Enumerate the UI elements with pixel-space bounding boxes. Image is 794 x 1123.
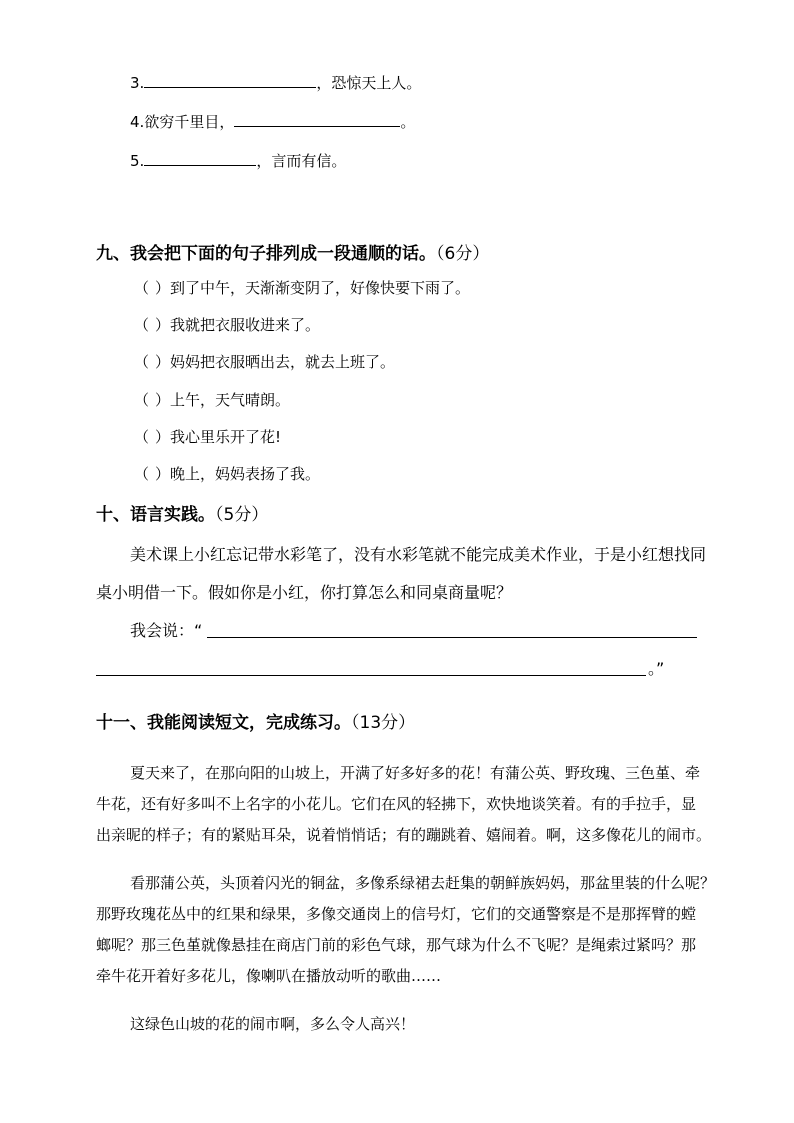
passage-line: 牵牛花开着好多花儿，像喇叭在播放动听的歌曲…… <box>96 967 442 985</box>
poem-line-text: ，恐惊天上人。 <box>316 74 422 92</box>
fill-item-4 <box>130 112 415 132</box>
order-item <box>134 352 395 372</box>
order-sentence: 晚上，妈妈表扬了我。 <box>170 465 321 483</box>
passage-line: 夏天来了，在那向阳的山坡上，开满了好多好多的花！有蒲公英、野玫瑰、三色堇、牵 <box>130 764 701 782</box>
order-item <box>134 278 470 298</box>
passage-line: 出亲昵的样子；有的紧贴耳朵，说着悄悄话；有的蹦跳着、嬉闹着。啊，这多像花儿的闹市。 <box>96 826 712 844</box>
poem-line-text: 欲穷千里目， <box>144 113 235 131</box>
order-item <box>134 390 290 410</box>
section-score: （5分） <box>215 505 269 525</box>
section-11-heading <box>96 712 415 734</box>
order-paren[interactable]: （ ） <box>134 465 171 483</box>
passage-line: 牛花，还有好多叫不上名字的小花儿。它们在风的轻拂下，欢快地谈笑着。有的手拉手，显 <box>96 795 697 813</box>
say-label: 我会说：“ <box>130 621 203 640</box>
answer-blank[interactable] <box>144 151 256 166</box>
section-10-heading <box>96 504 268 526</box>
item-number: 3. <box>130 74 145 92</box>
section-score: （6分） <box>436 244 490 264</box>
fill-item-5 <box>130 151 346 171</box>
order-item <box>134 427 281 447</box>
section-title: 十、语言实践。 <box>96 505 215 525</box>
section-score: （13分） <box>351 713 416 733</box>
passage-line: 那野玫瑰花丛中的红果和绿果，多像交通岗上的信号灯，它们的交通警察是不是那挥臂的螳 <box>96 905 697 923</box>
prompt-line-2: 桌小明借一下。假如你是小红，你打算怎么和同桌商量呢？ <box>96 583 513 602</box>
order-item <box>134 315 320 335</box>
item-number: 4. <box>130 113 145 131</box>
poem-line-text: ，言而有信。 <box>256 152 347 170</box>
item-number: 5. <box>130 152 145 170</box>
order-sentence: 我心里乐开了花! <box>170 428 282 446</box>
section-9-heading <box>96 243 489 265</box>
passage-paragraph-1 <box>96 758 712 851</box>
order-sentence: 我就把衣服收进来了。 <box>170 316 321 334</box>
order-sentence: 妈妈把衣服晒出去，就去上班了。 <box>170 353 396 371</box>
answer-blank[interactable] <box>234 112 400 127</box>
order-paren[interactable]: （ ） <box>134 353 171 371</box>
answer-line-1[interactable] <box>207 637 697 638</box>
poem-line-text: 。 <box>400 113 416 131</box>
passage-line: 螂呢？那三色堇就像悬挂在商店门前的彩色气球，那气球为什么不飞呢？是绳索过紧吗？那 <box>96 936 697 954</box>
section-title: 九、我会把下面的句子排列成一段通顺的话。 <box>96 244 436 264</box>
closing-quote: 。” <box>648 659 665 678</box>
order-paren[interactable]: （ ） <box>134 391 171 409</box>
order-paren[interactable]: （ ） <box>134 316 171 334</box>
passage-paragraph-3: 这绿色山坡的花的闹市啊，多么令人高兴！ <box>130 1015 416 1033</box>
order-sentence: 到了中午，天渐渐变阴了，好像快要下雨了。 <box>170 279 471 297</box>
order-sentence: 上午，天气晴朗。 <box>170 391 291 409</box>
order-item <box>134 464 320 484</box>
passage-paragraph-2 <box>96 868 716 992</box>
answer-blank[interactable] <box>144 73 316 88</box>
section-title: 十一、我能阅读短文，完成练习。 <box>96 713 351 733</box>
passage-line: 看那蒲公英，头顶着闪光的铜盆，多像系绿裙去赶集的朝鲜族妈妈，那盆里装的什么呢？ <box>130 874 716 892</box>
order-paren[interactable]: （ ） <box>134 428 171 446</box>
order-paren[interactable]: （ ） <box>134 279 171 297</box>
fill-item-3 <box>130 73 421 93</box>
prompt-line-1: 美术课上小红忘记带水彩笔了，没有水彩笔就不能完成美术作业，于是小红想找同 <box>130 545 707 564</box>
answer-line-2[interactable] <box>96 675 646 676</box>
